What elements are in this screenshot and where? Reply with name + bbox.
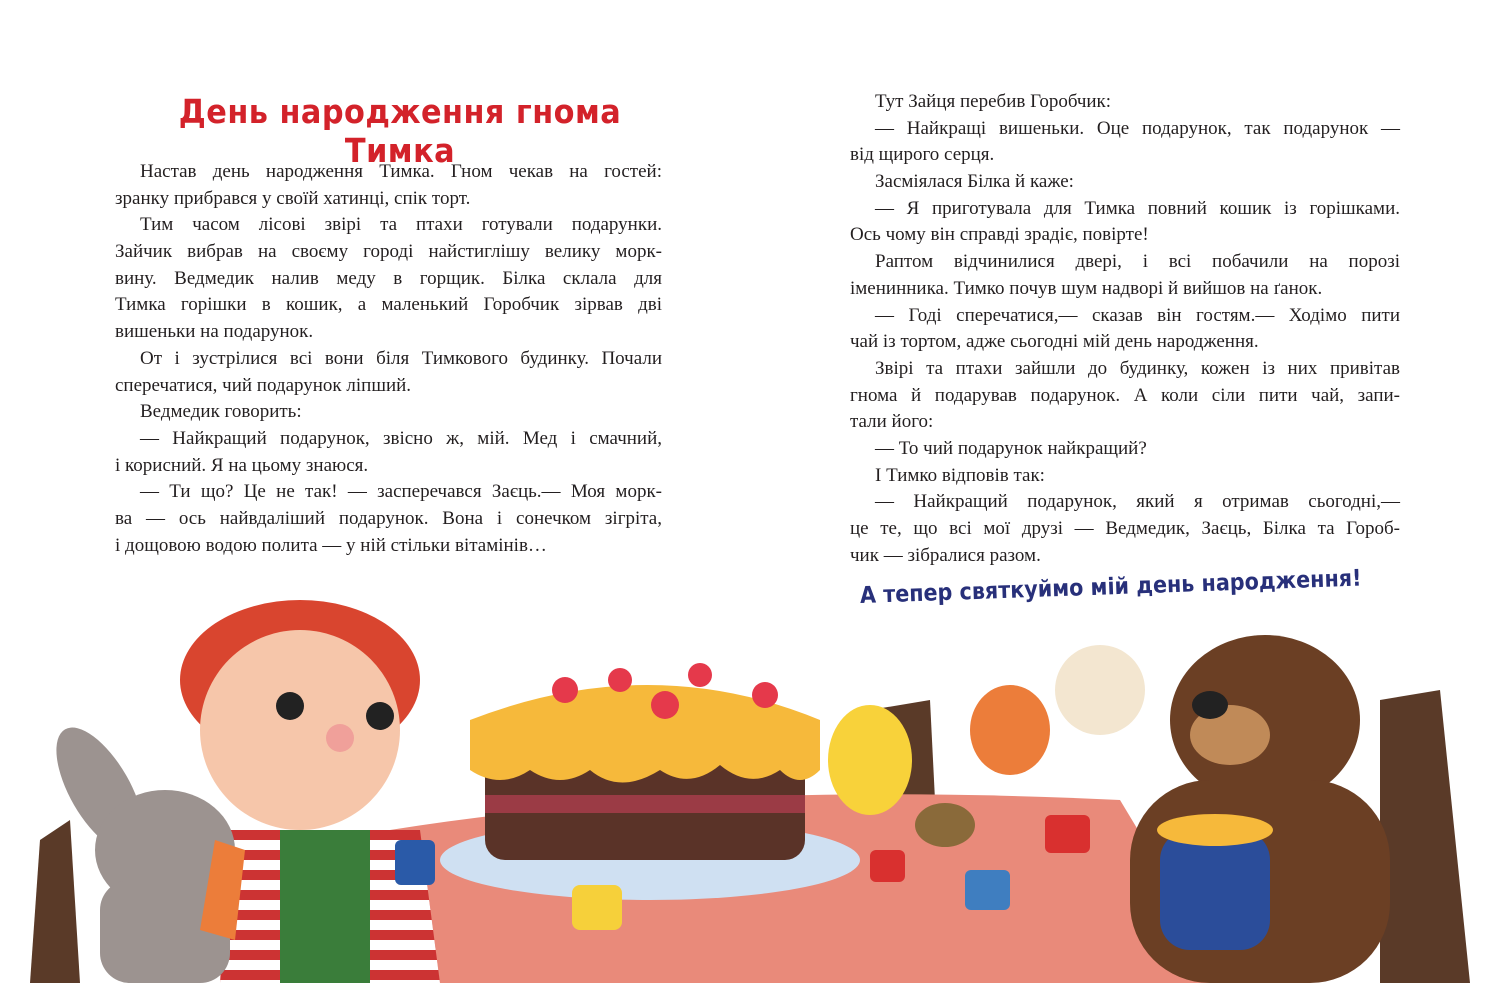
text-line: — Найкращі вишеньки. Оце подарунок, так подарунок — [875, 117, 1400, 139]
text-line: від щирого серця. [850, 144, 995, 166]
text-line: тали його: [850, 411, 934, 433]
page-title: День народження гнома Тимка [178, 92, 622, 170]
bear-nose [1192, 691, 1228, 719]
cup-blue-2 [965, 870, 1010, 910]
text-line: вишеньки на подарунок. [115, 321, 314, 343]
text-line: гнома й подарував подарунок. А коли сіли пити чай, запи- [850, 384, 1400, 406]
text-line: і корисний. Я на цьому знаюся. [115, 454, 369, 476]
honey [1157, 814, 1273, 846]
chick [828, 705, 912, 815]
cup-red-2 [1045, 815, 1090, 853]
wood-post-left [30, 820, 80, 983]
text-line: — Найкращий подарунок, який я отримав сьогодні,— [875, 491, 1400, 513]
text-line: — Годі сперечатися,— сказав він гостям.— Ходімо пити [875, 304, 1400, 326]
right-text-column [850, 89, 1400, 569]
cake-layer [485, 795, 805, 813]
text-line: Настав день народження Тимка. Гном чекав на гостей: [140, 161, 662, 182]
text-line: От і зустрілися всі вони біля Тимкового будинку. Почали [140, 347, 662, 369]
squirrel-tail [1055, 645, 1145, 735]
cup-blue [395, 840, 435, 885]
text-line: Тим часом лісові звірі та птахи готували подарунки. [140, 214, 662, 236]
text-line: і дощовою водою полита — у ній стільки вітамінів… [115, 534, 547, 556]
text-line: — Ти що? Це не так! — засперечався Заєць.— Моя морк- [140, 481, 662, 503]
text-line: — Найкращий подарунок, звісно ж, мій. Мед і смачний, [140, 427, 662, 449]
cup-red [870, 850, 905, 882]
text-line: Тимка горішки в кошик, а маленький Горобчик зірвав дві [115, 294, 662, 316]
text-line: І Тимко відповів так: [875, 464, 1045, 486]
text-line: — Я приготувала для Тимка повний кошик із горішками. [875, 197, 1400, 219]
text-line: — То чий подарунок найкращий? [875, 437, 1147, 459]
text-line: ва — ось найвдаліший подарунок. Вона і сонечком зігріта, [115, 507, 662, 529]
text-line: Ось чому він справді зрадіє, повірте! [850, 224, 1149, 246]
text-line: Звірі та птахи зайшли до будинку, кожен із них привітав [875, 357, 1400, 379]
text-line: зранку прибрався у своїй хатинці, спік торт. [115, 187, 471, 209]
text-line: Засміялася Білка й каже: [875, 171, 1074, 193]
text-line: іменинника. Тимко почув шум надворі й вийшов на ґанок. [850, 277, 1323, 299]
cup-yellow [572, 885, 622, 930]
text-line: сперечатися, чий подарунок ліпший. [115, 374, 412, 396]
text-line: Ведмедик говорить: [140, 401, 302, 423]
honey-pot [1160, 830, 1270, 950]
left-text-column [115, 159, 662, 559]
squirrel [970, 685, 1050, 775]
text-line: це те, що всі мої друзі — Ведмедик, Заєць, Білка та Гороб- [850, 518, 1400, 539]
birthday-party-illustration [0, 600, 1512, 983]
gnome-face [200, 630, 400, 830]
text-line: Раптом відчинилися двері, і всі побачили на порозі [875, 251, 1400, 273]
text-line: Тут Зайця перебив Горобчик: [875, 91, 1112, 112]
wood-post-right [1380, 690, 1470, 983]
text-line: чик — зібралися разом. [850, 544, 1041, 566]
basket [915, 803, 975, 847]
text-line: Зайчик вибрав на своєму городі найстиглішу велику морк- [115, 241, 662, 263]
text-line: вину. Ведмедик налив меду в горщик. Білка склала для [115, 267, 662, 289]
text-line: чай із тортом, адже сьогодні мій день народження. [850, 331, 1259, 353]
gnome-overalls [280, 830, 370, 983]
illustration-caption: А тепер святкуймо мій день народження! [859, 565, 1362, 609]
gnome-nose [326, 724, 354, 752]
